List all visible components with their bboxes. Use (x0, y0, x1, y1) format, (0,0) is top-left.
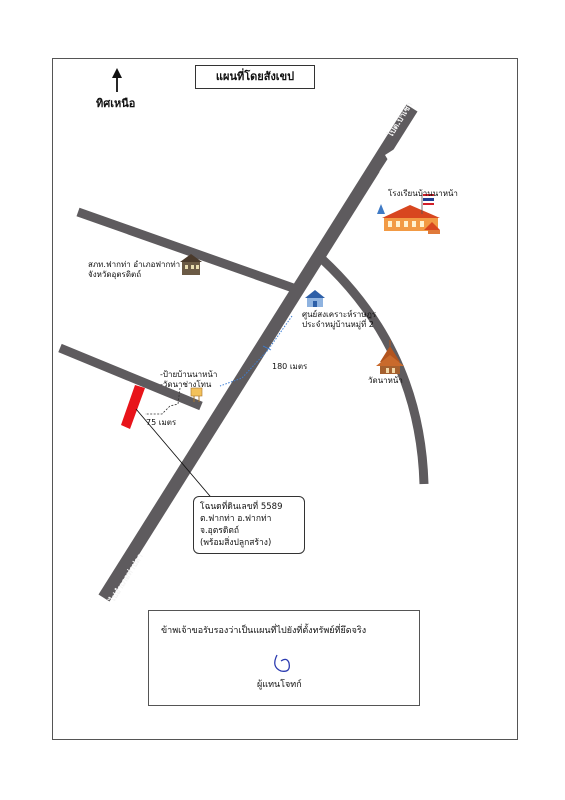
signature-mark (267, 649, 307, 679)
map-title: แผนที่โดยสังเขป (195, 65, 315, 89)
land-plot (121, 385, 145, 429)
certification-statement: ข้าพเจ้าขอรับรองว่าเป็นแผนที่ไปยังที่ตั้งทรัพย์ที่ยึดจริง (161, 626, 367, 636)
signer-label: ผู้แทนโจทก์ (257, 680, 302, 690)
temple-label: วัดนาหน้า (368, 376, 403, 385)
deed-line3: จ.อุตรดิตถ์ (200, 526, 240, 536)
distance-near-label: 75 เมตร (146, 418, 177, 427)
school-label: โรงเรียนบ้านนาหน้า (388, 189, 458, 198)
deed-line2: ต.ฟากท่า อ.ฟากท่า (200, 514, 272, 524)
south-road-arrow-icon (127, 500, 140, 526)
center-label-line2: ประจำหมู่บ้านหมู่ที่ 2 (302, 320, 374, 329)
temple-icon (376, 340, 404, 374)
center-label-line1: ศูนย์สงเคราะห์ราษฎร (302, 310, 377, 319)
sign-label-line2: -วัดนาช่างโทน (160, 380, 212, 389)
sign-label-line1: -ป้ายบ้านนาหน้า (160, 370, 218, 379)
road-label-north: ไปต.ป่าเซ่า (385, 100, 415, 139)
distance-far-label: 180 เมตร (272, 362, 308, 371)
deed-callout (193, 496, 305, 554)
certification-box (148, 610, 420, 706)
police-label-line1: สภท.ฟากท่า อำเภอฟากท่า (88, 260, 181, 269)
road-to-temple (322, 259, 424, 484)
community-center-icon (305, 290, 325, 307)
police-label-line2: จังหวัดอุตรดิตถ์ (88, 270, 142, 279)
school-icon (377, 193, 440, 234)
deed-line1: โฉนดที่ดินเลขที่ 5589 (200, 502, 283, 512)
deed-line4: (พร้อมสิ่งปลูกสร้าง) (200, 538, 272, 548)
north-label: ทิศเหนือ (96, 97, 136, 110)
north-arrow-icon (112, 68, 122, 92)
road-label-south: ไปอำเภอท่าปลา (107, 552, 145, 604)
